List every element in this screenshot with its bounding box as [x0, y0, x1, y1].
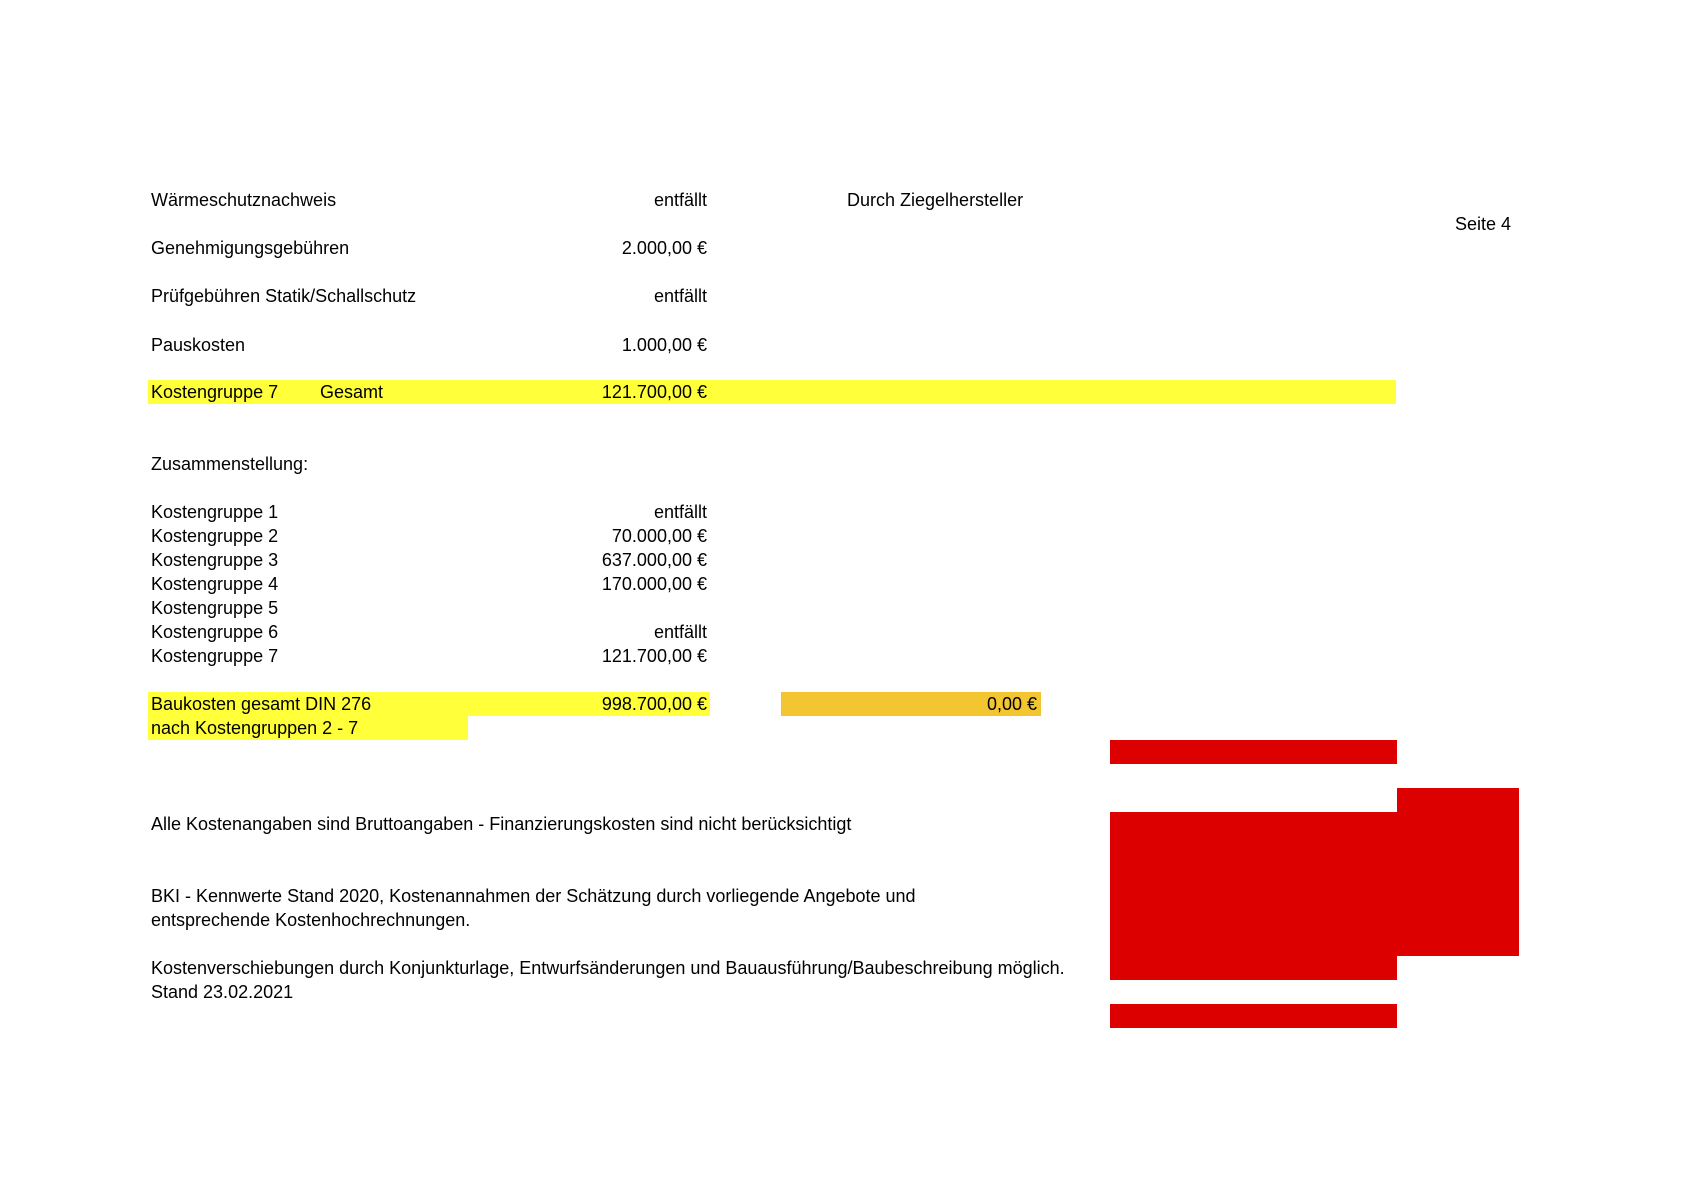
redaction-bar: [1110, 740, 1397, 764]
summary-row-label: Kostengruppe 2: [151, 526, 279, 546]
fee-value: entfällt: [653, 286, 707, 306]
redaction-bar: [1397, 788, 1519, 812]
summary-row-value: 70.000,00 €: [611, 526, 707, 546]
fee-label: Genehmigungsgebühren: [151, 238, 350, 258]
summary-row-label: Kostengruppe 1: [151, 502, 279, 522]
fee-label: Prüfgebühren Statik/Schallschutz: [151, 286, 417, 306]
summary-row-label: Kostengruppe 3: [151, 550, 279, 570]
summary-row-label: Kostengruppe 7: [151, 646, 279, 666]
fee-label: Pauskosten: [151, 335, 246, 355]
note-bki-line1: BKI - Kennwerte Stand 2020, Kostenannahmen der Schätzung durch vorliegende Angebote und: [151, 886, 916, 906]
summary-row-label: Kostengruppe 4: [151, 574, 279, 594]
note-date: Stand 23.02.2021: [151, 982, 294, 1002]
summary-row-value: entfällt: [653, 502, 707, 522]
kg7-total-sub: Gesamt: [320, 382, 384, 402]
redaction-block: [1110, 812, 1519, 956]
summary-row-value: 637.000,00 €: [601, 550, 707, 570]
page-number: Seite 4: [1455, 214, 1512, 234]
fee-value: entfällt: [653, 190, 707, 210]
total-value: 998.700,00 €: [601, 694, 707, 714]
redaction-bar: [1110, 1004, 1397, 1028]
summary-title: Zusammenstellung:: [151, 454, 309, 474]
summary-row-value: 121.700,00 €: [601, 646, 707, 666]
extra-value: 0,00 €: [986, 694, 1037, 714]
kg7-total-label: Kostengruppe 7: [151, 382, 279, 402]
note-brutto: Alle Kostenangaben sind Bruttoangaben - Finanzierungskosten sind nicht berücksichtigt: [151, 814, 852, 834]
fee-value: 2.000,00 €: [621, 238, 707, 258]
total-label: Baukosten gesamt DIN 276: [151, 694, 372, 714]
total-sublabel: nach Kostengruppen 2 - 7: [151, 718, 359, 738]
summary-row-label: Kostengruppe 5: [151, 598, 279, 618]
redaction-bar: [1110, 956, 1397, 980]
fee-value: 1.000,00 €: [621, 335, 707, 355]
note-shift: Kostenverschiebungen durch Konjunkturlage, Entwurfsänderungen und Bauausführung/Baubeschreibung möglich.: [151, 958, 1065, 978]
fee-note: Durch Ziegelhersteller: [847, 190, 1024, 210]
summary-row-value: 170.000,00 €: [601, 574, 707, 594]
kg7-total-value: 121.700,00 €: [601, 382, 707, 402]
summary-row-label: Kostengruppe 6: [151, 622, 279, 642]
summary-row-value: entfällt: [653, 622, 707, 642]
fee-label: Wärmeschutznachweis: [151, 190, 337, 210]
note-bki-line2: entsprechende Kostenhochrechnungen.: [151, 910, 471, 930]
